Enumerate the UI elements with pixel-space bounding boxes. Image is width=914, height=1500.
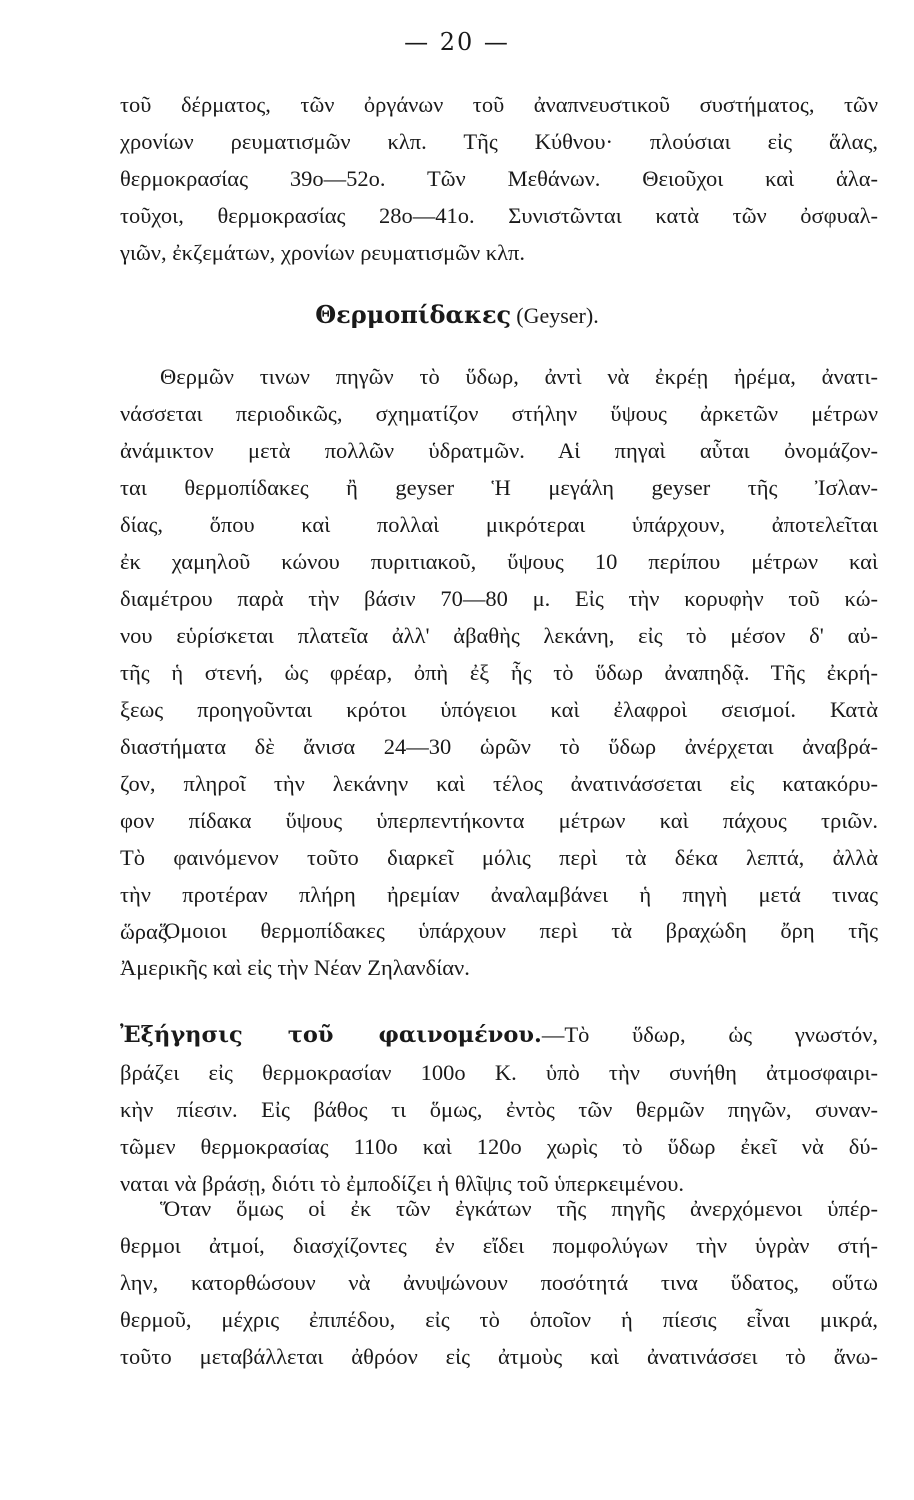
text-line: Ὅταν ὅμως οἱ ἐκ τῶν ἐγκάτων τῆς πηγῆς ἀνερχόμενοι ὑπέρ- [160,1196,878,1221]
text-line [120,1016,878,1054]
text-line: τῶμεν θερμοκρασίας 110ο καὶ 120ο χωρὶς τὸ ὕδωρ ἐκεῖ νὰ δύ- [120,1134,878,1159]
text-line: νάσσεται περιοδικῶς, σχηματίζον στήλην ὕψους ἀρκετῶν μέτρων [120,401,878,426]
text-line: ναται νὰ βράσῃ, διότι τὸ ἐμποδίζει ἡ θλῖψις τοῦ ὑπερκειμένου. [120,1171,685,1196]
paragraph-explanation [120,1016,878,1202]
text-line: τοῦχοι, θερμοκρασίας 28ο—41ο. Συνιστῶνται κατὰ τῶν ὀσφυαλ- [120,203,878,228]
text-line: διαμέτρου παρὰ τὴν βάσιν 70—80 μ. Εἰς τὴν κορυφὴν τοῦ κώ- [120,586,878,611]
section-heading-latin: (Geyser). [516,303,599,328]
text-line: φον πίδακα ὕψους ὑπερπεντήκοντα μέτρων καὶ πάχους τριῶν. [120,808,878,833]
text-line: δίας, ὅπου καὶ πολλαὶ μικρότεραι ὑπάρχουν, ἀποτελεῖται [120,512,878,537]
paragraph-other-geysers [120,912,878,986]
text-line: διαστήματα δὲ ἄνισα 24—30 ὡρῶν τὸ ὕδωρ ἀνέρχεται ἀναβρά- [120,734,878,759]
paragraph-mechanism [120,1190,878,1375]
explanation-first-line: —Τὸ ὕδωρ, ὡς γνωστόν, [541,1022,879,1047]
text-line: τοῦ δέρματος, τῶν ὀργάνων τοῦ ἀναπνευστικοῦ συστήματος, τῶν [120,92,878,117]
text-line: τοῦτο μεταβάλλεται ἀθρόον εἰς ἀτμοὺς καὶ ἀνατινάσσει τὸ ἄνω- [120,1344,878,1369]
text-line: Ἀμερικῆς καὶ εἰς τὴν Νέαν Ζηλανδίαν. [120,955,470,980]
text-line: ται θερμοπίδακες ἢ geyser Ἡ μεγάλη geyser τῆς Ἰσλαν- [120,475,878,500]
text-line: Τὸ φαινόμενον τοῦτο διαρκεῖ μόλις περὶ τὰ δέκα λεπτά, ἀλλὰ [120,845,878,870]
paragraph-springs-list [120,86,878,271]
text-line: θερμοκρασίας 39ο—52ο. Τῶν Μεθάνων. Θειοῦχοι καὶ ἁλα- [120,166,878,191]
text-line: κὴν πίεσιν. Εἰς βάθος τι ὅμως, ἐντὸς τῶν θερμῶν πηγῶν, συναν- [120,1097,878,1122]
text-line: βράζει εἰς θερμοκρασίαν 100ο Κ. ὑπὸ τὴν συνήθη ἀτμοσφαιρι- [120,1060,878,1085]
text-line: τὴν προτέραν πλήρη ἠρεμίαν ἀναλαμβάνει ἡ πηγὴ μετά τινας [120,882,878,907]
text-line: θερμοῦ, μέχρις ἐπιπέδου, εἰς τὸ ὁποῖον ἡ πίεσις εἶναι μικρά, [120,1307,878,1332]
text-line: Θερμῶν τινων πηγῶν τὸ ὕδωρ, ἀντὶ νὰ ἐκρέῃ ἠρέμα, ἀνατι- [160,364,878,389]
text-line: Ὅμοιοι θερμοπίδακες ὑπάρχουν περὶ τὰ βραχώδη ὄρη τῆς [160,918,878,943]
text-line: λην, κατορθώσουν νὰ ἀνυψώνουν ποσότητά τινα ὕδατος, οὕτω [120,1270,878,1295]
section-heading-greek: Θερμοπίδακες [315,300,512,329]
explanation-heading: Ἐξήγησις τοῦ φαινομένου. [120,1022,542,1048]
text-line: ὥρας. [120,919,173,944]
text-line: ζον, πληροῖ τὴν λεκάνην καὶ τέλος ἀνατινάσσεται εἰς κατακόρυ- [120,771,878,796]
text-line: νου εὑρίσκεται πλατεῖα ἀλλ' ἀβαθὴς λεκάνη, εἰς τὸ μέσον δ' αὐ- [120,623,878,648]
text-line: θερμοι ἀτμοί, διασχίζοντες ἐν εἴδει πομφολύγων τὴν ὑγρὰν στή- [120,1233,878,1258]
text-line: ξεως προηγοῦνται κρότοι ὑπόγειοι καὶ ἐλαφροὶ σεισμοί. Κατὰ [120,697,878,722]
text-line: γιῶν, ἐκζεμάτων, χρονίων ρευματισμῶν κλπ. [120,240,525,265]
text-line: τῆς ἡ στενή, ὡς φρέαρ, ὀπὴ ἐξ ἧς τὸ ὕδωρ ἀναπηδᾷ. Τῆς ἐκρή- [120,660,878,685]
section-heading [0,300,914,329]
paragraph-geyser-description [120,358,878,950]
text-line: ἐκ χαμηλοῦ κώνου πυριτιακοῦ, ὕψους 10 περίπου μέτρων καὶ [120,549,878,574]
text-line: χρονίων ρευματισμῶν κλπ. Τῆς Κύθνου· πλούσιαι εἰς ἅλας, [120,129,878,154]
text-line: ἀνάμικτον μετὰ πολλῶν ὑδρατμῶν. Αἱ πηγαὶ αὗται ὀνομάζον- [120,438,878,463]
page-number: — 20 — [404,28,510,56]
